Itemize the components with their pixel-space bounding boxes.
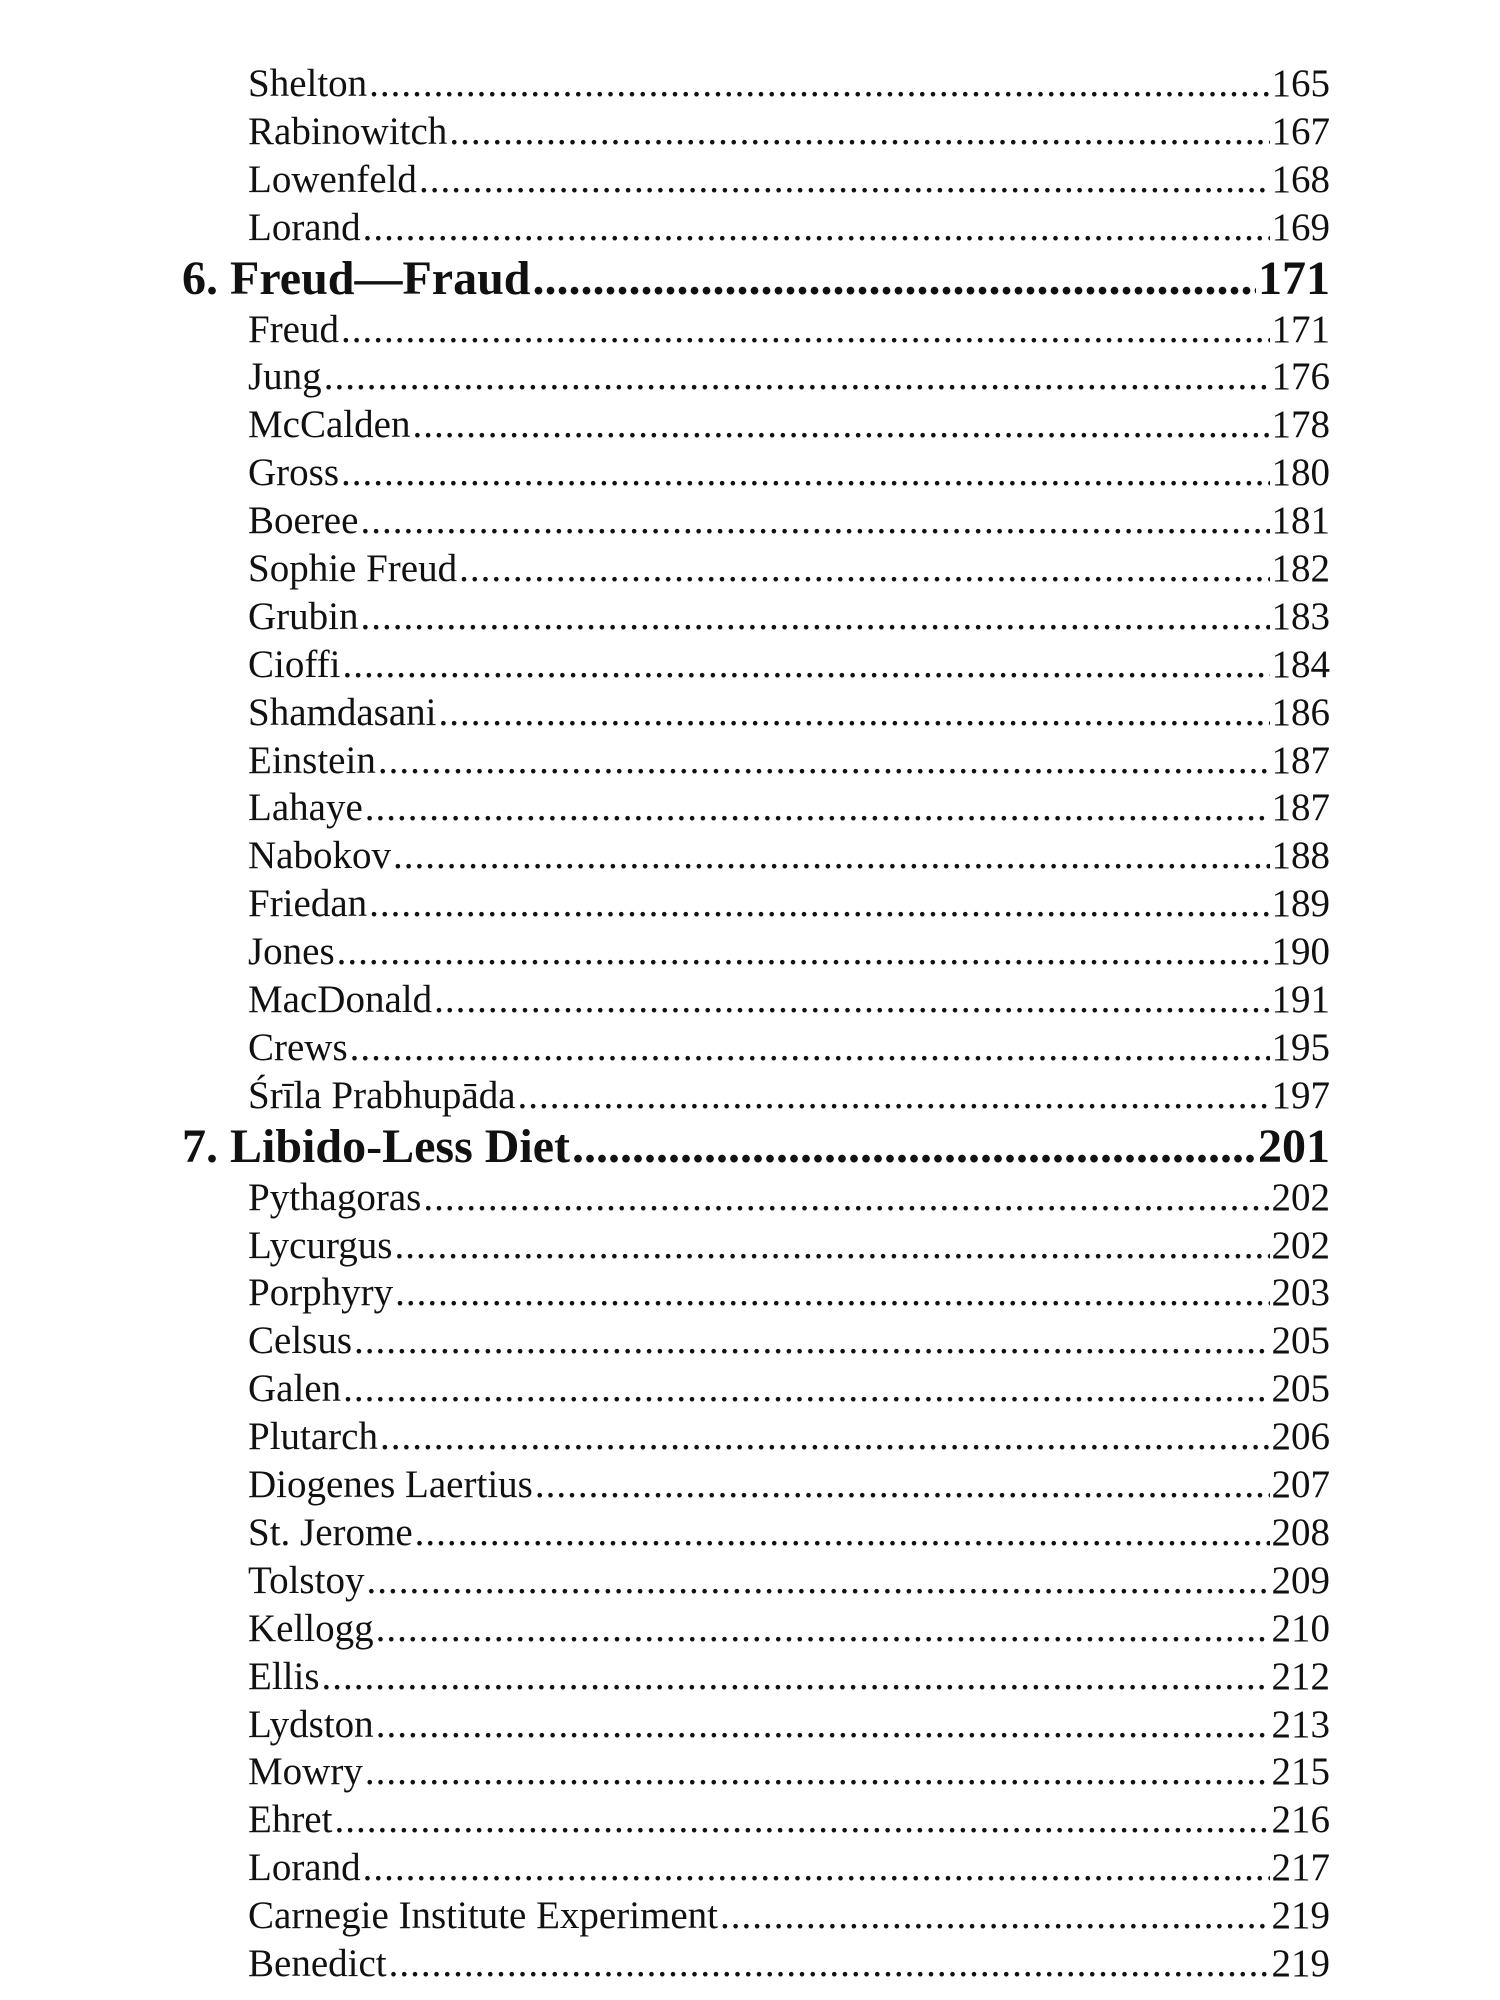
dot-leader [423,1174,1269,1222]
toc-entry [248,1413,1330,1461]
entry-name: Gross [248,451,340,495]
dot-leader [363,204,1270,252]
page-number: 171 [1271,307,1330,351]
toc-entry [248,1940,1330,1988]
toc-entry [248,1222,1330,1270]
entry-name: Celsus [248,1319,353,1363]
entry-name: Boeree [248,499,359,543]
entry-name: McCalden [248,403,411,447]
page-number: 210 [1271,1606,1330,1650]
page-number: 167 [1271,109,1330,153]
page-number: 203 [1271,1271,1330,1315]
dot-leader [337,928,1270,976]
page-number: 219 [1271,1894,1330,1938]
toc-entry [248,353,1330,401]
entry-name: Sophie Freud [248,547,458,591]
entry-name: Cioffi [248,642,341,686]
dot-leader [334,1796,1269,1844]
toc-entry [248,449,1330,497]
entry-name: Carnegie Institute Experiment [248,1894,719,1938]
page-number: 207 [1271,1463,1330,1507]
dot-leader [449,108,1269,156]
dot-leader [366,1557,1269,1605]
toc-entry [248,497,1330,545]
entry-name: Einstein [248,738,376,782]
page-number: 205 [1271,1319,1330,1363]
entry-name: Ehret [248,1798,333,1842]
toc-entry [248,928,1330,976]
dot-leader [341,306,1270,354]
page-number: 201 [1258,1119,1330,1173]
dot-leader [389,1940,1270,1988]
toc-entry [248,1653,1330,1701]
page-number: 202 [1271,1175,1330,1219]
entry-name: Lorand [248,1846,361,1890]
page-number: 188 [1271,834,1330,878]
page-number: 168 [1271,157,1330,201]
toc-entry [248,1365,1330,1413]
toc-entry [248,1269,1330,1317]
page-number: 183 [1271,594,1330,638]
page-number: 169 [1271,205,1330,249]
toc-entry [248,1317,1330,1365]
dot-leader [572,1120,1256,1174]
entry-name: Lycurgus [248,1223,393,1267]
entry-name: Benedict [248,1941,387,1985]
toc-entry [248,60,1330,108]
dot-leader [532,252,1256,306]
dot-leader [341,449,1269,497]
entry-name: Galen [248,1367,342,1411]
dot-leader [459,545,1269,593]
page-number: 182 [1271,547,1330,591]
dot-leader [378,737,1270,785]
toc-chapter-heading [182,252,1330,306]
toc-entry [248,689,1330,737]
dot-leader [518,1072,1270,1120]
page-number: 187 [1271,786,1330,830]
dot-leader [365,1748,1270,1796]
entry-name: St. Jerome [248,1510,413,1554]
dot-leader [350,1024,1270,1072]
toc-entry [248,1701,1330,1749]
dot-leader [720,1892,1269,1940]
toc-entry [248,737,1330,785]
page-number: 208 [1271,1510,1330,1554]
page-number: 212 [1271,1654,1330,1698]
page-number: 197 [1271,1073,1330,1117]
toc-entry [248,306,1330,354]
toc-entry [248,832,1330,880]
page-number: 202 [1271,1223,1330,1267]
entry-name: Grubin [248,594,359,638]
page-number: 184 [1271,642,1330,686]
entry-name: Shelton [248,62,368,105]
page-number: 181 [1271,499,1330,543]
page-number: 176 [1271,355,1330,399]
entry-name: Śrīla Prabhupāda [248,1073,516,1117]
dot-leader [324,353,1270,401]
page-number: 195 [1271,1025,1330,1069]
page-number: 213 [1271,1702,1330,1746]
entry-name: Jones [248,930,335,974]
toc-entry [248,1461,1330,1509]
page-number: 215 [1271,1750,1330,1794]
page-number: 180 [1271,451,1330,495]
dot-leader [535,1461,1270,1509]
page-number: 171 [1258,251,1330,305]
entry-name: Ellis [248,1654,320,1698]
toc-chapter-heading [182,1120,1330,1174]
page-number: 217 [1271,1846,1330,1890]
entry-name: Lahaye [248,786,363,830]
chapter-title: 6. Freud—Fraud [182,251,531,305]
dot-leader [361,593,1270,641]
entry-name: Friedan [248,882,368,926]
entry-name: Mowry [248,1750,363,1794]
page-number: 187 [1271,738,1330,782]
page-number: 216 [1271,1798,1330,1842]
entry-name: Pythagoras [248,1175,422,1219]
toc-entry [248,1024,1330,1072]
dot-leader [415,1509,1270,1557]
dot-leader [342,641,1269,689]
dot-leader [380,1413,1270,1461]
chapter-title: 7. Libido-Less Diet [182,1119,571,1173]
dot-leader [363,1844,1270,1892]
dot-leader [365,784,1270,832]
dot-leader [369,60,1269,108]
entry-name: Lydston [248,1702,374,1746]
page-number: 209 [1271,1558,1330,1602]
toc-entry [248,108,1330,156]
toc-entry [248,1844,1330,1892]
dot-leader [395,1269,1269,1317]
toc-entry [248,784,1330,832]
page-number: 206 [1271,1415,1330,1459]
page-number: 219 [1271,1941,1330,1985]
entry-name: Lowenfeld [248,157,417,201]
entry-name: Jung [248,355,322,399]
entry-name: MacDonald [248,978,433,1022]
toc-entry [248,401,1330,449]
entry-name: Nabokov [248,834,391,878]
toc-entry [248,880,1330,928]
entry-name: Lorand [248,205,361,249]
dot-leader [354,1317,1269,1365]
toc-entry [248,1557,1330,1605]
entry-name: Plutarch [248,1415,378,1459]
entry-name: Porphyry [248,1271,394,1315]
toc-entry [248,1509,1330,1557]
table-of-contents [0,60,1500,1988]
page-number: 191 [1271,978,1330,1022]
page-number: 178 [1271,403,1330,447]
dot-leader [376,1605,1270,1653]
entry-name: Tolstoy [248,1558,365,1602]
entry-name: Crews [248,1025,348,1069]
page-number: 186 [1271,690,1330,734]
dot-leader [393,832,1270,880]
toc-entry [248,976,1330,1024]
toc-entry [248,1174,1330,1222]
page-number: 190 [1271,930,1330,974]
toc-entry [248,1796,1330,1844]
page-number: 205 [1271,1367,1330,1411]
page-number: 165 [1271,62,1330,105]
dot-leader [322,1653,1270,1701]
toc-entry [248,1072,1330,1120]
dot-leader [419,156,1270,204]
dot-leader [343,1365,1269,1413]
dot-leader [412,401,1269,449]
toc-entry [248,545,1330,593]
toc-entry [248,1605,1330,1653]
entry-name: Freud [248,307,339,351]
toc-entry [248,1892,1330,1940]
entry-name: Kellogg [248,1606,374,1650]
dot-leader [438,689,1269,737]
toc-entry [248,593,1330,641]
toc-entry [248,641,1330,689]
entry-name: Shamdasani [248,690,437,734]
dot-leader [394,1222,1269,1270]
dot-leader [376,1701,1270,1749]
dot-leader [360,497,1269,545]
toc-entry [248,156,1330,204]
dot-leader [369,880,1269,928]
dot-leader [434,976,1269,1024]
toc-entry [248,204,1330,252]
entry-name: Diogenes Laertius [248,1463,533,1507]
page-number: 189 [1271,882,1330,926]
entry-name: Rabinowitch [248,109,448,153]
toc-entry [248,1748,1330,1796]
